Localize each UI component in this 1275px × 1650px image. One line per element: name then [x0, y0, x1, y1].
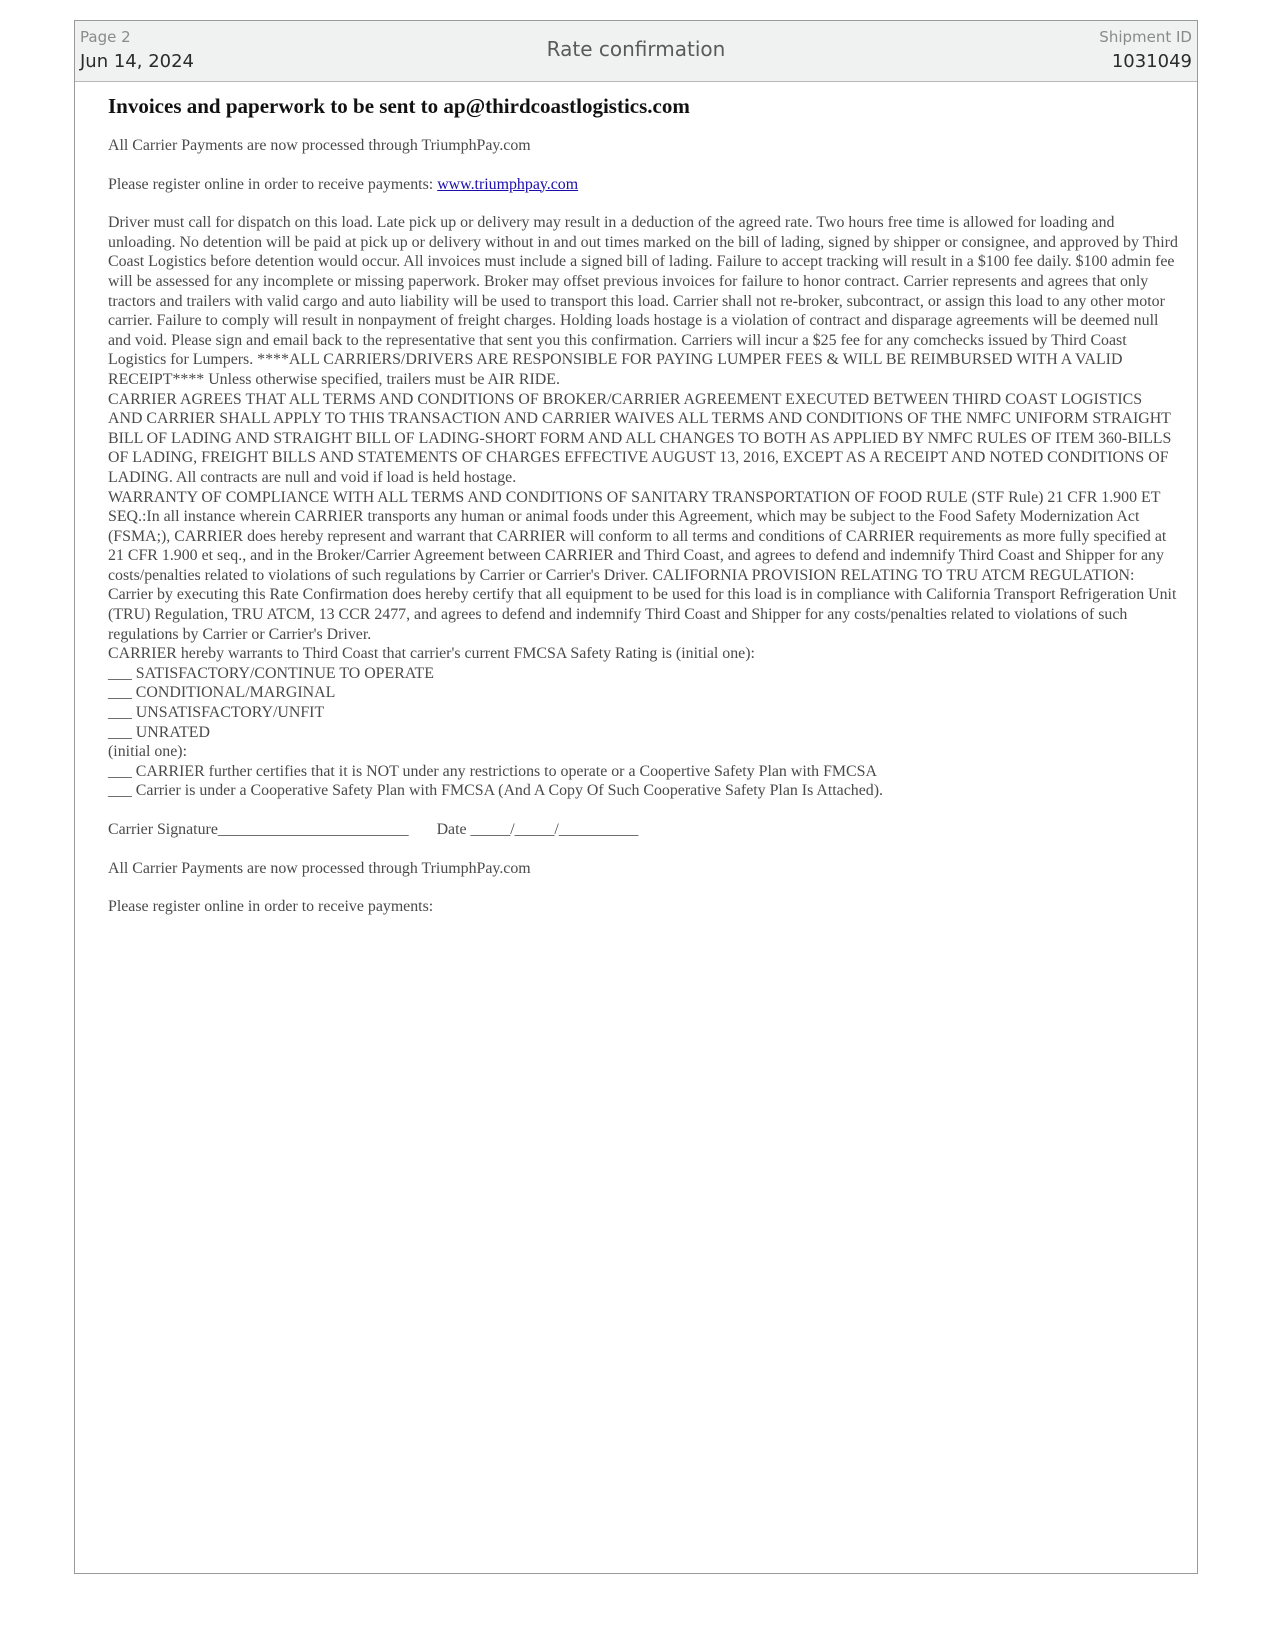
payments-note: All Carrier Payments are now processed through TriumphPay.com — [108, 137, 531, 154]
safety-rating-option: ___ UNRATED — [108, 723, 210, 741]
certification-option: ___ CARRIER further certifies that it is NOT under any restrictions to operate or a Coopertive Safety Plan with FMCSA — [108, 762, 877, 780]
register-text: Please register online in order to receive payments: — [108, 175, 438, 193]
carrier-signature-line: Carrier Signature________________________ — [108, 821, 409, 838]
initial-one-prompt: (initial one): — [108, 743, 187, 761]
terms-paragraph: WARRANTY OF COMPLIANCE WITH ALL TERMS AND CONDITIONS OF SANITARY TRANSPORTATION OF FOOD RULE (STF Rule) 21 CFR 1.900 ET SEQ.:In all instance wherein CARRIER transports any human or animal foods under this Agreement, which may be subject to the Food Safety Modernization Act (FSMA;), CARRIER does hereby represent and warrant that CARRIER will conform to all terms and conditions of CARRIER requirements as more fully specified at 21 CFR 1.900 et seq., and in the Broker/Carrier Agreement between CARRIER and Third Coast, and agrees to defend and indemnify Third Coast and Shipper for any costs/penalties related to violations of such regulations by Carrier or Carrier's Driver. CALIFORNIA PROVISION RELATING TO TRU ATCM REGULATION: Carrier by executing this Rate Confirmation does hereby certify that all equipment to be used for this load is in compliance with California Transport Refrigeration Unit (TRU) Regulation, TRU ATCM, 13 CCR 2477, and agrees to defend and indemnify Third Coast and Shipper for any costs/penalties related to violations of such regulations by Carrier or Carrier's Driver. — [108, 488, 1177, 643]
safety-rating-option: ___ UNSATISFACTORY/UNFIT — [108, 704, 325, 722]
terms-block — [108, 213, 1178, 801]
terms-paragraph: Driver must call for dispatch on this load. Late pick up or delivery may result in a deduction of the agreed rate. Two hours free time is allowed for loading and unloading. No detention will be paid at pick up or delivery without in and out times marked on the bill of lading, signed by shipper or consignee, and approved by Third Coast Logistics before detention would occur. All invoices must include a signed bill of lading. Failure to accept tracking will result in a $100 fee daily. $100 admin fee will be assessed for any incomplete or missing paperwork. Broker may offset previous invoices for failure to honor contract. Carrier represents and agrees that only tractors and trailers with valid cargo and auto liability will be used to transport this load. Carrier shall not re-broker, subcontract, or assign this load to any other motor carrier. Failure to comply will result in nonpayment of freight charges. Holding loads hostage is a violation of contract and disparage agreements will be deemed null and void. Please sign and email back to the representative that sent you this confirmation. Carriers will incur a $25 fee for any comchecks issued by Third Coast Logistics for Lumpers. ****ALL CARRIERS/DRIVERS ARE RESPONSIBLE FOR PAYING LUMPER FEES & WILL BE REIMBURSED WITH A VALID RECEIPT**** Unless otherwise specified, trailers must be AIR RIDE. — [108, 214, 1178, 388]
signature-date-line: Date _____/_____/__________ — [436, 821, 639, 838]
invoice-instructions-heading: Invoices and paperwork to be sent to ap@thirdcoastlogistics.com — [108, 94, 690, 118]
payments-note-repeat: All Carrier Payments are now processed through TriumphPay.com — [108, 859, 531, 877]
document-body — [108, 93, 1178, 936]
shipment-id-label: Shipment ID — [1099, 28, 1192, 46]
register-text-repeat: Please register online in order to receive payments: — [108, 898, 434, 916]
page-number: Page 2 — [80, 28, 131, 46]
signature-row — [108, 820, 1178, 840]
shipment-id: 1031049 — [1111, 51, 1192, 72]
certification-option: ___ Carrier is under a Cooperative Safety Plan with FMCSA (And A Copy Of Such Cooperative Safety Plan Is Attached). — [108, 782, 883, 800]
document-title: Rate confirmation — [546, 37, 726, 61]
document-date: Jun 14, 2024 — [80, 51, 195, 72]
page-header — [75, 21, 1197, 82]
safety-rating-option: ___ CONDITIONAL/MARGINAL — [108, 684, 336, 702]
document-page — [74, 20, 1198, 1574]
register-line — [108, 175, 1178, 195]
terms-paragraph: CARRIER AGREES THAT ALL TERMS AND CONDITIONS OF BROKER/CARRIER AGREEMENT EXECUTED BETWEEN THIRD COAST LOGISTICS AND CARRIER SHALL APPLY TO THIS TRANSACTION AND CARRIER WAIVES ALL TERMS AND CONDITIONS OF THE NMFC UNIFORM STRAIGHT BILL OF LADING AND STRAIGHT BILL OF LADING-SHORT FORM AND ALL CHANGES TO BOTH AS APPLIED BY NMFC RULES OF ITEM 360-BILLS OF LADING, FREIGHT BILLS AND STATEMENTS OF CHARGES EFFECTIVE AUGUST 13, 2016, EXCEPT AS A RECEIPT AND NOTED CONDITIONS OF LADING. All contracts are null and void if load is held hostage. — [108, 390, 1172, 486]
safety-rating-option: ___ SATISFACTORY/CONTINUE TO OPERATE — [108, 664, 434, 682]
safety-rating-prompt: CARRIER hereby warrants to Third Coast that carrier's current FMCSA Safety Rating is (initial one): — [108, 645, 755, 663]
triumphpay-link[interactable]: www.triumphpay.com — [437, 175, 579, 193]
